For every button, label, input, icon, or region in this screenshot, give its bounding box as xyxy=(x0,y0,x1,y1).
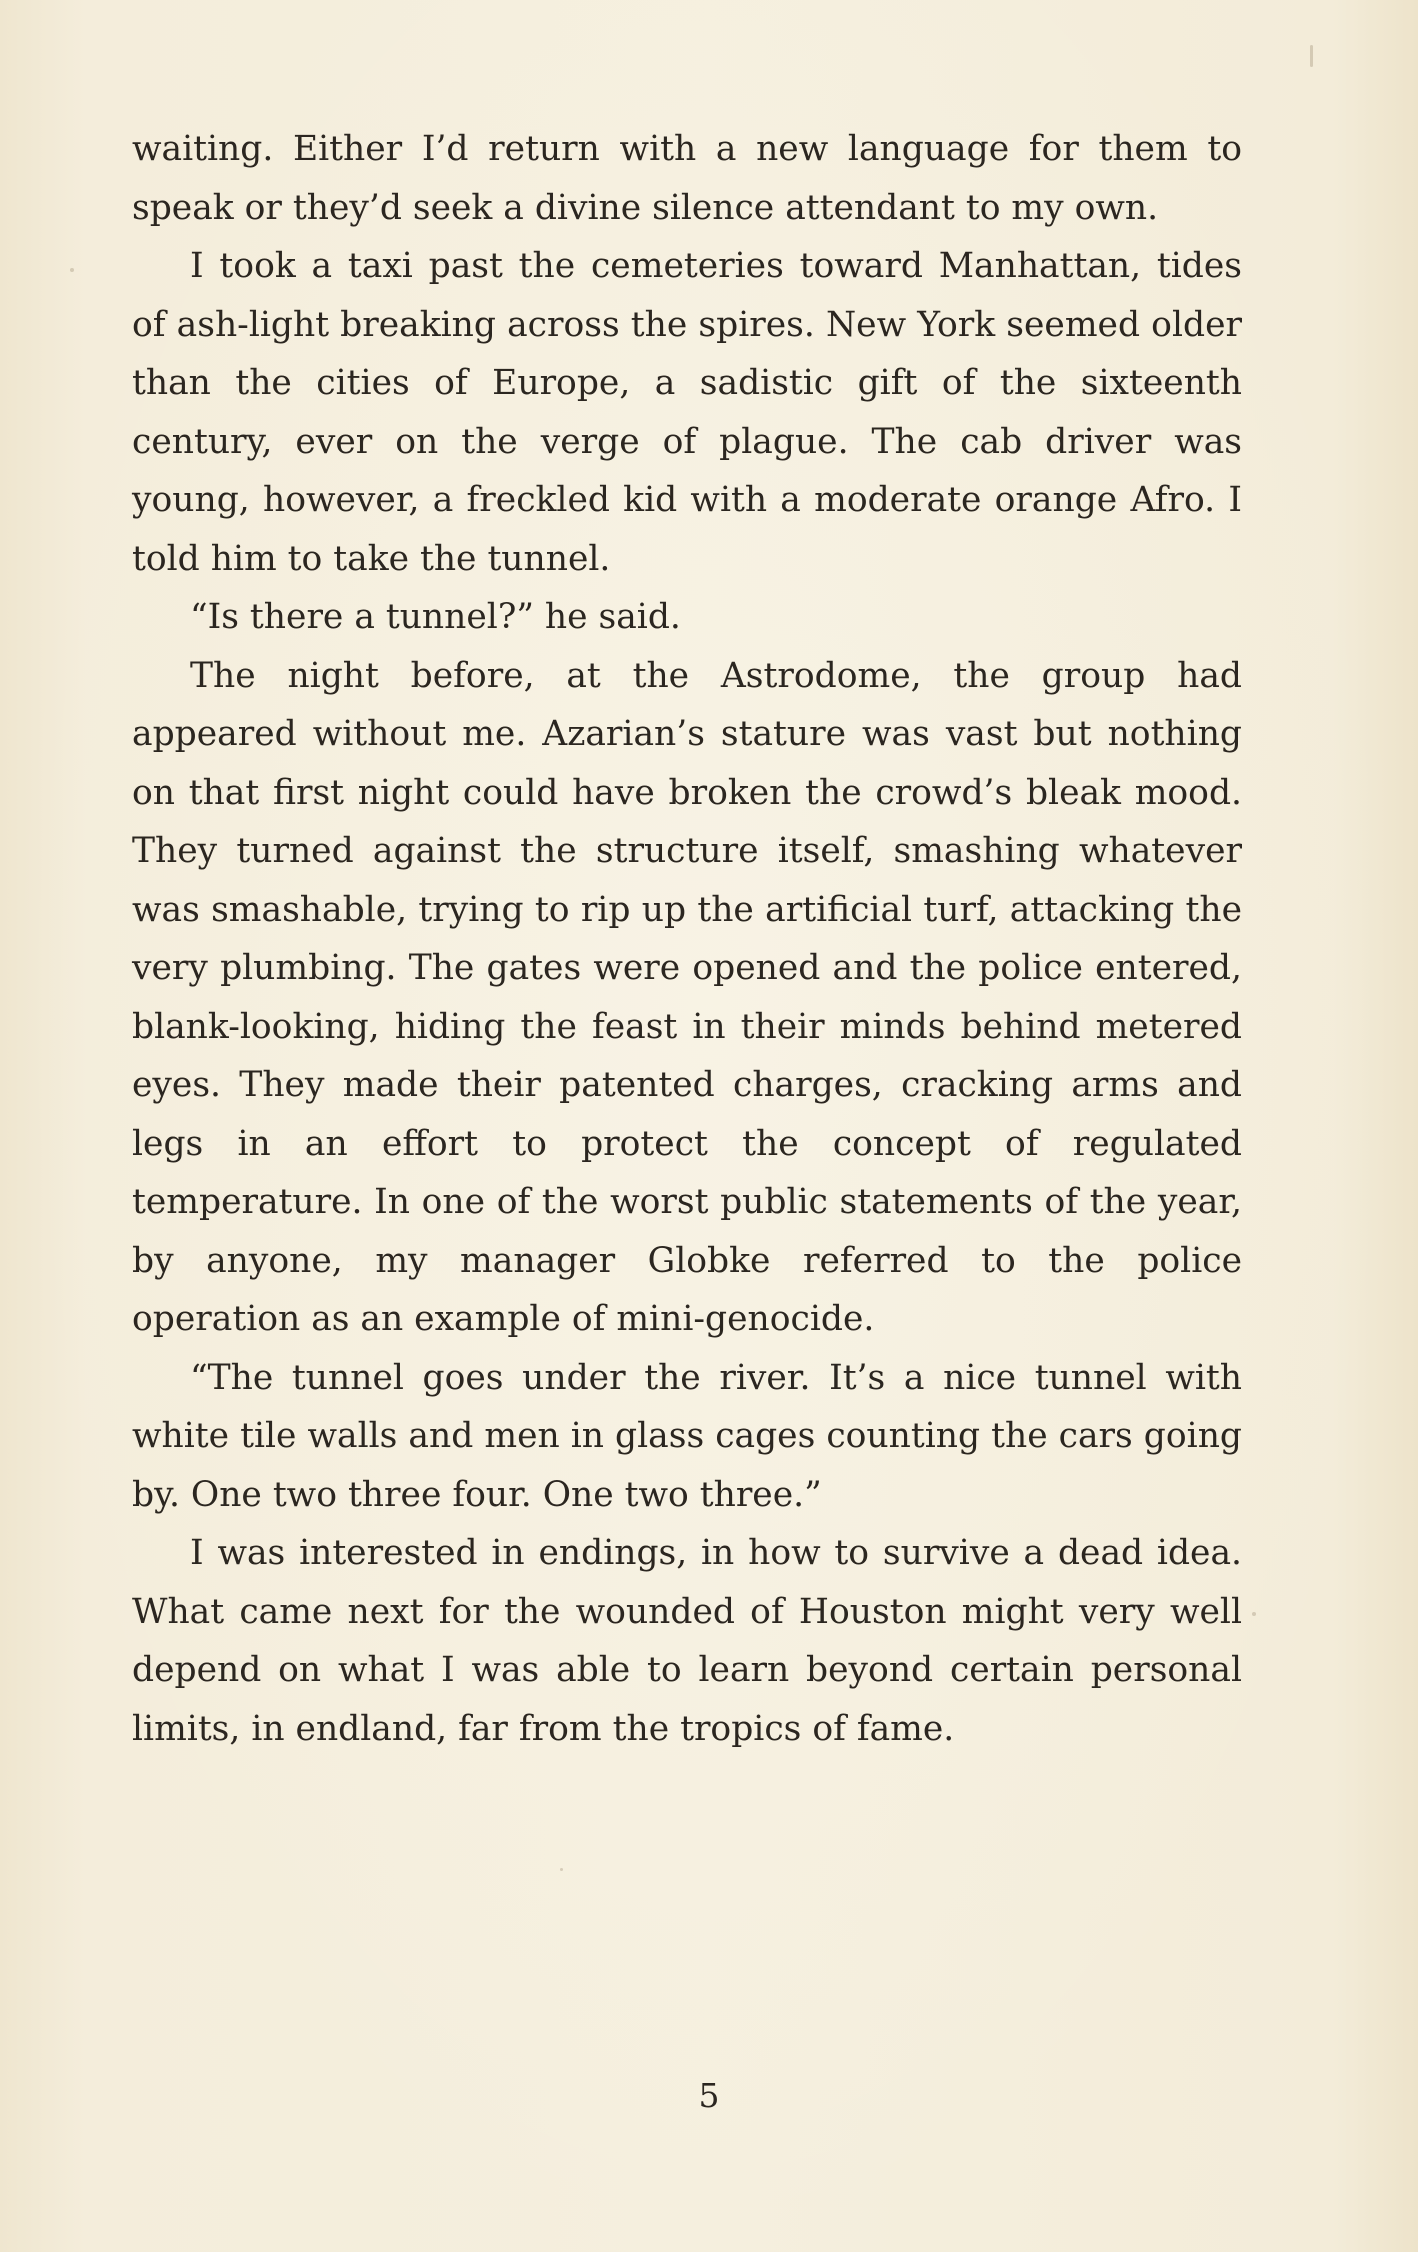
paper-speck xyxy=(1310,45,1313,67)
paper-speck xyxy=(560,1868,563,1871)
paragraph-3: “Is there a tunnel?” he said. xyxy=(190,597,681,637)
paragraph-6: I was interested in endings, in how to survive a dead idea. What came next for the wounded of Houston might very well depend on what I was able to learn beyond certain personal limits, in endland, far from the tropics of fame. xyxy=(132,1533,1242,1749)
paragraph-2: I took a taxi past the cemeteries toward Manhattan, tides of ash-light breaking across the spires. New York seemed older than the cities of Europe, a sadistic gift of the sixteenth century, ever on the verge of plague. The cab driver was young, however, a freckled kid with a moderate orange Afro. I told him to take the tunnel. xyxy=(132,246,1242,579)
paragraph-1: waiting. Either I’d return with a new language for them to speak or they’d seek a divine silence attendant to my own. xyxy=(132,129,1242,228)
paper-speck xyxy=(1252,1612,1256,1616)
paper-speck xyxy=(70,268,74,272)
page-number: 5 xyxy=(698,2076,720,2115)
paragraph-5: “The tunnel goes under the river. It’s a nice tunnel with white tile walls and men in glass cages counting the cars going by. One two three four. One two three.” xyxy=(132,1357,1242,1515)
body-text xyxy=(132,120,1242,1758)
paragraph-4: The night before, at the Astrodome, the group had appeared without me. Azarian’s stature was vast but nothing on that first night could have broken the crowd’s bleak mood. They turned against the structure itself, smashing whatever was smashable, trying to rip up the artificial turf, attacking the very plumbing. The gates were opened and the police entered, blank-looking, hiding the feast in their minds behind metered eyes. They made their patented charges, cracking arms and legs in an effort to protect the concept of regulated temperature. In one of the worst public statements of the year, by anyone, my manager Globke referred to the police operation as an example of mini-genocide. xyxy=(132,655,1242,1339)
